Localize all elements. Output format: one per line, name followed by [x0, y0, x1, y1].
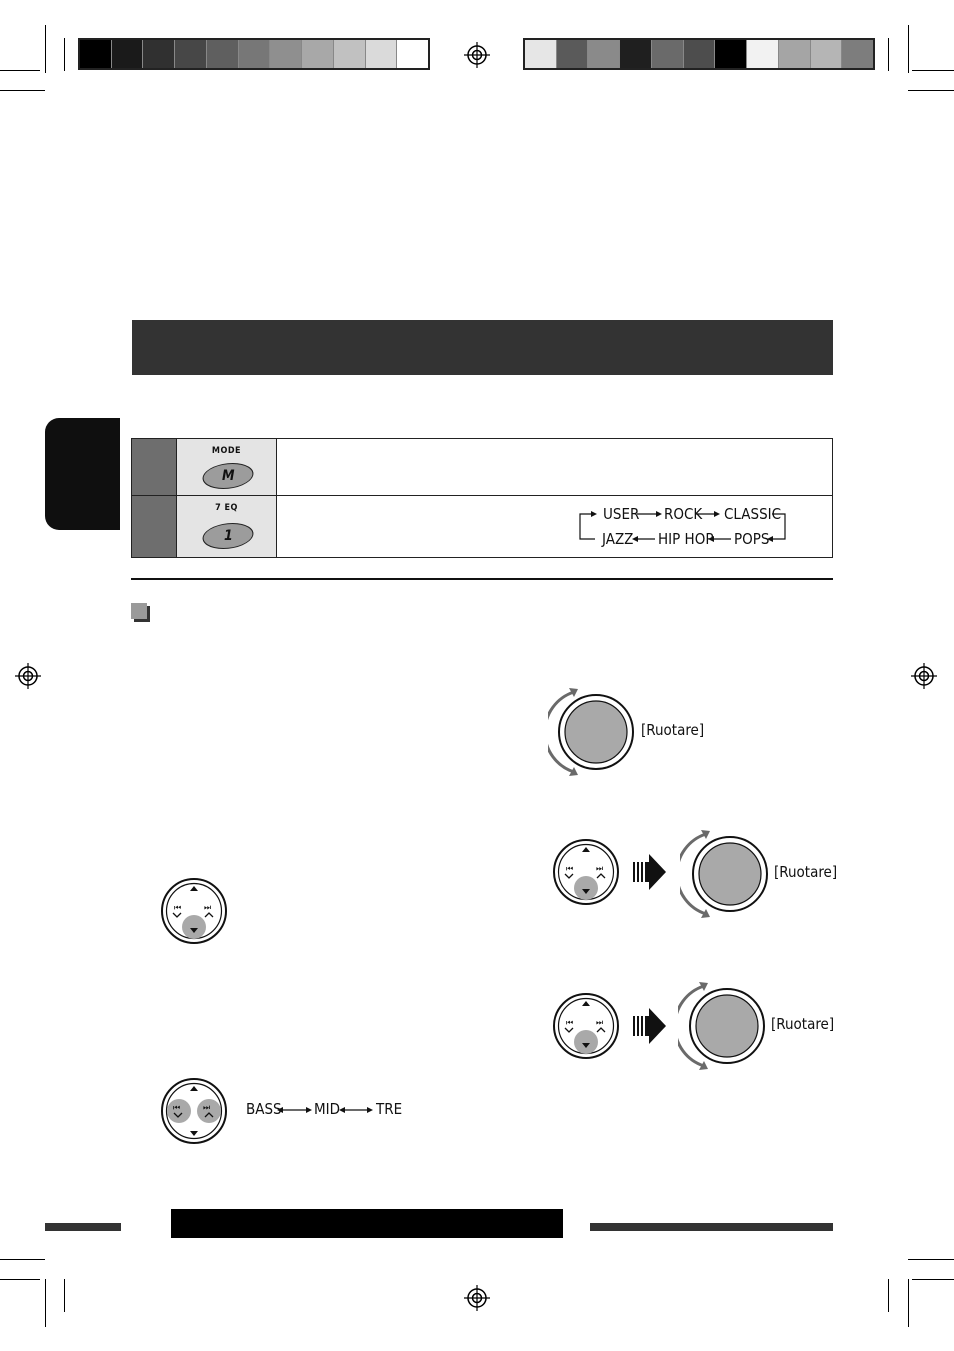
rotate-label: [Ruotare]: [774, 863, 838, 881]
grayscale-swatch: [779, 40, 811, 68]
grayscale-bar-left: [78, 38, 430, 70]
grayscale-swatch: [366, 40, 398, 68]
row-number-cell: [132, 439, 177, 496]
tone-label-mid: MID: [314, 1100, 341, 1118]
eq-key-label: 7 EQ: [215, 503, 238, 513]
grayscale-swatch: [334, 40, 366, 68]
four-way-control-pad-icon[interactable]: [551, 838, 621, 906]
tone-label-bass: BASS: [246, 1100, 282, 1118]
crosshair-circle-icon: [910, 662, 938, 690]
rotary-dial-icon[interactable]: [678, 980, 770, 1072]
rotary-dial-icon[interactable]: [680, 828, 772, 920]
grayscale-swatch: [811, 40, 843, 68]
grayscale-swatch: [112, 40, 144, 68]
grayscale-bar-right: [523, 38, 875, 70]
arrow-right-icon: [633, 852, 667, 892]
arrow-right-icon: [633, 1006, 667, 1046]
key-cell: [177, 439, 277, 496]
row-number-cell: [132, 496, 177, 558]
grayscale-swatch: [842, 40, 873, 68]
footer-bar-center: [171, 1209, 563, 1238]
tone-label-tre: TRE: [376, 1100, 403, 1118]
grayscale-swatch: [207, 40, 239, 68]
grayscale-swatch: [175, 40, 207, 68]
grayscale-swatch: [143, 40, 175, 68]
grayscale-swatch: [302, 40, 334, 68]
eq-mode-label: POPS: [734, 530, 770, 548]
eq-mode-label: JAZZ: [602, 530, 634, 548]
grayscale-swatch: [684, 40, 716, 68]
table-row: [132, 496, 833, 558]
grayscale-swatch: [397, 40, 428, 68]
mode-key-label: MODE: [211, 446, 242, 456]
eq-mode-label: HIP HOP: [658, 530, 714, 548]
four-way-control-pad-icon[interactable]: [159, 1077, 229, 1145]
svg-text:⏮: ⏮: [566, 864, 574, 873]
rotary-dial-icon[interactable]: [548, 686, 640, 778]
crosshair-circle-icon: [463, 41, 491, 69]
footer-bar-left: [45, 1223, 121, 1231]
grayscale-swatch: [588, 40, 620, 68]
grayscale-swatch: [270, 40, 302, 68]
subsection-marker: [131, 603, 147, 619]
mode-button[interactable]: [198, 463, 257, 489]
mode-button-face: M: [221, 468, 235, 484]
table-row: [132, 439, 833, 496]
eq-button-face: 1: [223, 528, 233, 544]
grayscale-swatch: [620, 40, 652, 68]
operations-table: [131, 438, 833, 558]
description-cell: [277, 439, 833, 496]
svg-text:⏭: ⏭: [204, 903, 212, 912]
crosshair-circle-icon: [463, 1284, 491, 1312]
rotate-label: [Ruotare]: [641, 721, 705, 739]
grayscale-swatch: [747, 40, 779, 68]
footer-bar-right: [590, 1223, 833, 1231]
svg-text:⏮: ⏮: [173, 1103, 181, 1112]
eq-button[interactable]: [198, 523, 257, 549]
grayscale-swatch: [80, 40, 112, 68]
eq-mode-label: ROCK: [664, 505, 703, 523]
language-side-tab: [45, 418, 120, 530]
section-header-band: [132, 320, 833, 375]
eq-cycle-diagram: [577, 502, 792, 552]
four-way-control-pad-icon[interactable]: [551, 992, 621, 1060]
grayscale-swatch: [525, 40, 557, 68]
description-cell: [277, 496, 833, 558]
svg-text:⏮: ⏮: [174, 903, 182, 912]
eq-mode-label: USER: [603, 505, 640, 523]
svg-text:⏭: ⏭: [596, 1018, 604, 1027]
rotate-label: [Ruotare]: [771, 1015, 835, 1033]
svg-text:⏭: ⏭: [596, 864, 604, 873]
eq-mode-label: CLASSIC: [724, 505, 782, 523]
crosshair-circle-icon: [14, 662, 42, 690]
grayscale-swatch: [557, 40, 589, 68]
svg-text:⏮: ⏮: [566, 1018, 574, 1027]
section-divider: [131, 578, 833, 580]
grayscale-swatch: [715, 40, 747, 68]
four-way-control-pad-icon[interactable]: [159, 877, 229, 945]
tone-cycle-diagram: [246, 1100, 406, 1122]
grayscale-swatch: [652, 40, 684, 68]
key-cell: [177, 496, 277, 558]
svg-text:⏭: ⏭: [203, 1103, 211, 1112]
grayscale-swatch: [239, 40, 271, 68]
